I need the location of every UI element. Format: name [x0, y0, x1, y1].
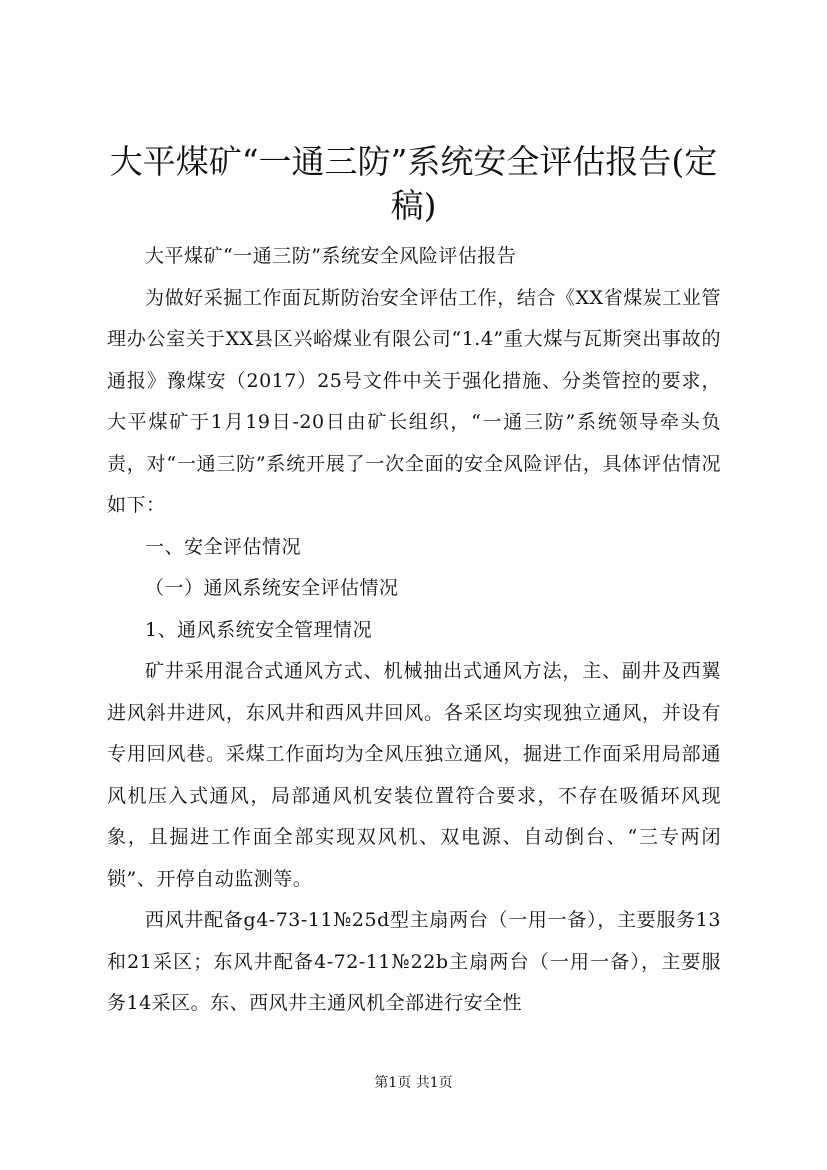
subsection-heading: （一）通风系统安全评估情况: [145, 577, 399, 599]
section-heading: 一、安全评估情况: [145, 535, 302, 558]
intro-paragraph: 为做好采掘工作面瓦斯防治安全评估工作，结合《XX省煤炭工业管理办公室关于XX县区兴峪煤业有限公司“1.4”重大煤与瓦斯突出事故的通报》豫煤安（2017）25号文件中关于强化措施、分类管控的要求，大平煤矿于1月19日-20日由矿长组织，“一通三防”系统领导牵头负责，对“一通三防”系统开展了一次全面的安全风险评估，具体评估情况如下：: [107, 286, 721, 516]
document-body: [107, 236, 721, 1025]
ventilation-paragraph: 矿井采用混合式通风方式、机械抽出式通风方法，主、副井及西翼进风斜井进风，东风井和西风井回风。各采区均实现独立通风，并设有专用回风巷。采煤工作面均为全风压独立通风，掘进工作面采用局部通风机压入式通风，局部通风机安装位置符合要求，不存在吸循环风现象，且掘进工作面全部实现双风机、双电源、自动倒台、“三专两闭锁”、开停自动监测等。: [107, 660, 721, 890]
document-title: 大平煤矿“一通三防”系统安全评估报告(定稿): [109, 142, 718, 225]
fan-paragraph: 西风井配备g4-73-11№25d型主扇两台（一用一备），主要服务13和21采区；东风井配备4-72-11№22b主扇两台（一用一备），主要服务14采区。东、西风井主通风机全部进行安全性: [107, 909, 721, 1014]
subtitle-paragraph: 大平煤矿“一通三防”系统安全风险评估报告: [145, 245, 517, 267]
item-heading: 1、通风系统安全管理情况: [145, 618, 373, 641]
page-footer: 第1页 共1页: [374, 1075, 453, 1091]
